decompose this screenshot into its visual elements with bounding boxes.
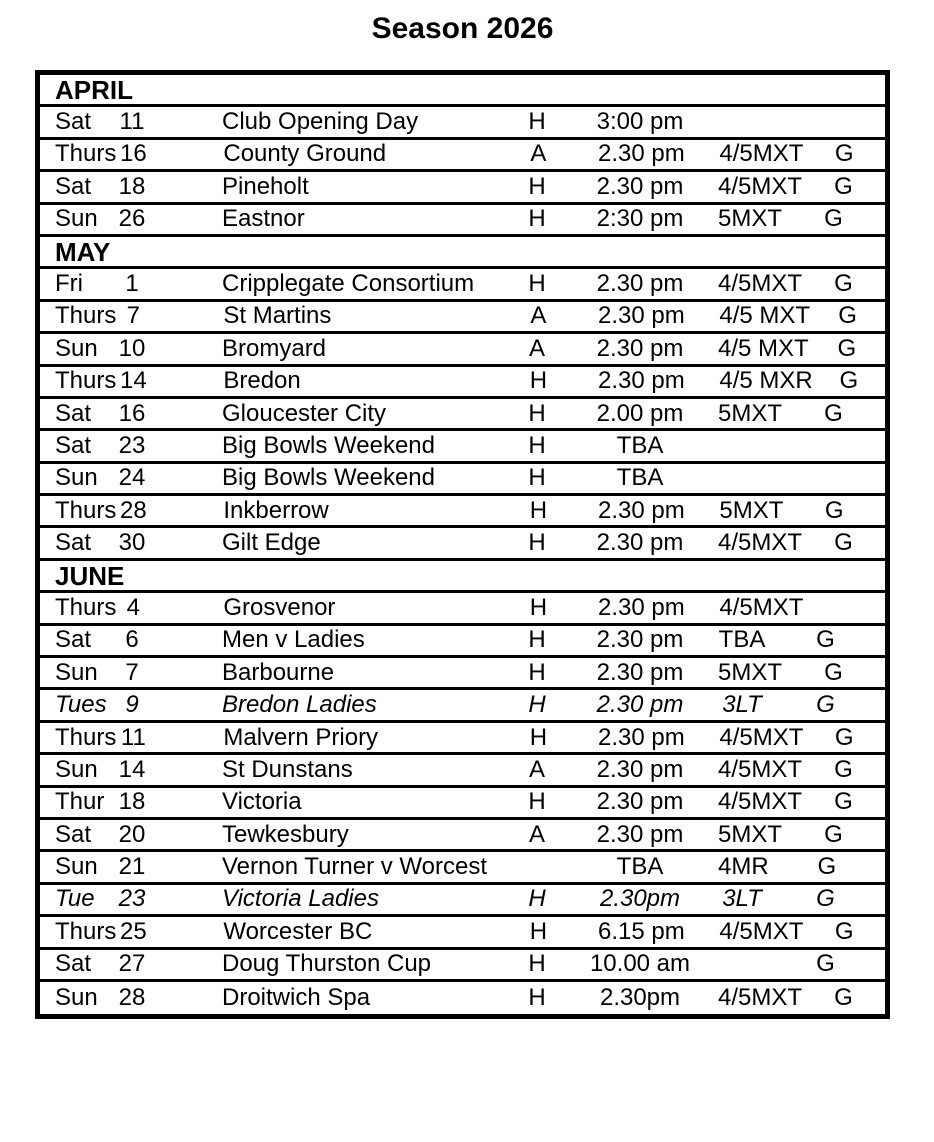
fixture-row (40, 431, 885, 463)
cell-fixture: Club Opening Day (222, 110, 419, 135)
cell-date: 16 (118, 399, 146, 427)
cell-date: 18 (118, 172, 146, 200)
cell-day: Thurs (55, 593, 117, 621)
cell-venue: H (528, 464, 546, 492)
cell-day: Sat (55, 529, 92, 557)
cell-fixture: Bredon (223, 369, 301, 394)
cell-venue: A (528, 334, 545, 362)
cell-date: 30 (118, 529, 146, 557)
cell-time: 2.30 pm (596, 270, 684, 298)
cell-time: 2.30 pm (596, 626, 684, 654)
cell-date: 10 (118, 334, 146, 362)
cell-day: Sun (55, 334, 98, 362)
fixture-row (40, 140, 885, 172)
cell-time: 2.30 pm (598, 140, 685, 168)
cell-venue: H (528, 431, 546, 459)
fixture-row (40, 917, 885, 949)
cell-g: G (838, 302, 857, 330)
cell-fixture: Gloucester City (222, 401, 387, 426)
fixture-row (40, 399, 885, 431)
cell-team: 4/5MXT (718, 788, 803, 816)
cell-fixture: Doug Thurston Cup (222, 952, 432, 977)
cell-date: 18 (118, 788, 146, 816)
fixtures-table (35, 70, 890, 1019)
cell-date: 11 (119, 108, 145, 136)
cell-team: 5MXT (718, 820, 783, 848)
cell-g: G (816, 626, 835, 654)
cell-day: Sun (55, 464, 98, 492)
cell-g: G (824, 658, 843, 686)
cell-date: 14 (118, 755, 146, 783)
cell-day: Thurs (55, 302, 117, 330)
cell-venue: H (529, 723, 548, 751)
cell-day: Thurs (55, 140, 117, 168)
cell-day: Sat (55, 399, 92, 427)
cell-day: Thurs (55, 496, 117, 524)
cell-fixture: Big Bowls Weekend (222, 433, 435, 458)
cell-fixture: Bromyard (222, 336, 327, 361)
cell-team: 3LT (722, 691, 762, 719)
cell-team: 4/5 MXT (719, 302, 811, 330)
cell-venue: A (528, 820, 545, 848)
fixture-row (40, 528, 885, 560)
cell-day: Sat (55, 626, 92, 654)
cell-time: 2.30 pm (598, 496, 685, 524)
cell-venue: H (528, 788, 546, 816)
cell-date: 4 (126, 593, 141, 621)
fixture-row (40, 852, 885, 884)
cell-team: 4/5MXT (718, 172, 803, 200)
cell-team: 4/5MXT (719, 140, 804, 168)
cell-team: 4/5 MXT (718, 334, 809, 362)
cell-venue: H (528, 172, 546, 200)
cell-g: G (816, 691, 835, 719)
cell-g: G (824, 820, 843, 848)
cell-day: Sun (55, 853, 98, 881)
cell-fixture: Men v Ladies (222, 628, 365, 653)
cell-time: 2.30pm (599, 885, 681, 913)
fixture-row (40, 950, 885, 982)
fixture-row (40, 658, 885, 690)
cell-venue: A (530, 140, 547, 168)
cell-fixture: Tewkesbury (222, 822, 349, 847)
cell-team: 3LT (722, 885, 762, 913)
cell-day: Sat (55, 820, 92, 848)
cell-venue: H (528, 691, 546, 719)
cell-date: 14 (120, 367, 147, 395)
cell-date: 23 (118, 885, 146, 913)
cell-g: G (824, 496, 844, 524)
cell-fixture: Big Bowls Weekend (222, 466, 435, 491)
cell-fixture: Bredon Ladies (222, 693, 377, 718)
cell-date: 27 (118, 950, 146, 978)
cell-fixture: Cripplegate Consortium (222, 272, 475, 297)
cell-team: 4/5MXT (719, 593, 804, 621)
cell-day: Fri (55, 270, 83, 298)
cell-fixture: Eastnor (222, 207, 305, 232)
cell-venue: H (528, 950, 546, 978)
cell-time: 2.30 pm (596, 755, 684, 783)
cell-date: 20 (118, 820, 146, 848)
cell-g: G (817, 853, 837, 881)
month-label: JUNE (55, 560, 125, 591)
cell-team: 5MXT (718, 205, 783, 233)
fixture-row (40, 723, 885, 755)
cell-date: 28 (118, 984, 146, 1012)
cell-time: 10.00 am (589, 950, 691, 978)
cell-g: G (824, 399, 843, 427)
cell-day: Thurs (55, 367, 117, 395)
fixture-row (40, 205, 885, 237)
cell-day: Thurs (55, 917, 117, 945)
cell-team: 4MR (718, 853, 769, 881)
cell-g: G (834, 917, 854, 945)
cell-g: G (824, 205, 843, 233)
cell-venue: A (528, 755, 545, 783)
cell-venue: A (530, 302, 547, 330)
fixture-row (40, 334, 885, 366)
cell-time: 2.30pm (599, 984, 681, 1012)
cell-time: 2.30 pm (598, 593, 685, 621)
cell-time: 2.30 pm (596, 658, 684, 686)
cell-time: 2.30 pm (596, 172, 684, 200)
month-label: MAY (55, 236, 111, 267)
month-header-row (40, 237, 885, 269)
month-label: APRIL (55, 74, 133, 105)
cell-date: 7 (125, 658, 139, 686)
cell-fixture: Droitwich Spa (222, 986, 371, 1011)
cell-day: Sun (55, 658, 98, 686)
fixture-row (40, 593, 885, 625)
cell-venue: H (529, 917, 548, 945)
cell-date: 26 (118, 205, 146, 233)
cell-venue: H (528, 658, 546, 686)
fixture-row (40, 820, 885, 852)
cell-g: G (834, 755, 853, 783)
cell-fixture: Malvern Priory (223, 725, 379, 750)
cell-day: Sun (55, 205, 98, 233)
cell-day: Sat (55, 108, 92, 136)
cell-time: TBA (616, 431, 664, 459)
cell-venue: H (528, 984, 546, 1012)
cell-g: G (834, 984, 853, 1012)
cell-time: 2.30 pm (596, 820, 684, 848)
cell-day: Sat (55, 172, 92, 200)
cell-time: 6.15 pm (598, 917, 685, 945)
fixture-row (40, 107, 885, 139)
cell-day: Sun (55, 984, 98, 1012)
cell-date: 24 (118, 464, 146, 492)
fixture-row (40, 885, 885, 917)
cell-date: 11 (120, 723, 146, 751)
cell-date: 1 (125, 270, 139, 298)
cell-team: 4/5MXT (719, 917, 804, 945)
cell-day: Sat (55, 431, 92, 459)
cell-g: G (839, 367, 859, 395)
fixture-row (40, 755, 885, 787)
cell-time: 2.30 pm (598, 302, 685, 330)
cell-date: 28 (120, 496, 147, 524)
cell-fixture: Gilt Edge (222, 531, 321, 556)
cell-day: Sat (55, 950, 92, 978)
cell-team: 5MXT (719, 496, 784, 524)
cell-date: 9 (125, 691, 139, 719)
cell-venue: H (528, 399, 546, 427)
cell-venue: H (528, 626, 546, 654)
cell-day: Tues (55, 691, 107, 719)
cell-time: 2.30 pm (596, 691, 684, 719)
fixture-row (40, 464, 885, 496)
cell-venue: H (528, 529, 546, 557)
cell-time: 2.30 pm (596, 334, 684, 362)
fixture-row (40, 269, 885, 301)
cell-day: Thur (55, 788, 105, 816)
cell-fixture: Worcester BC (223, 919, 373, 944)
fixture-row (40, 788, 885, 820)
cell-team: TBA (718, 626, 766, 654)
cell-fixture: Vernon Turner v Worcest (222, 855, 488, 880)
cell-team: 4/5MXT (718, 529, 803, 557)
cell-date: 21 (118, 853, 146, 881)
cell-g: G (816, 885, 835, 913)
cell-time: 2.00 pm (596, 399, 684, 427)
cell-fixture: Victoria Ladies (222, 887, 379, 912)
cell-date: 25 (120, 917, 147, 945)
cell-venue: H (528, 108, 546, 136)
cell-g: G (834, 529, 853, 557)
cell-time: 2.30 pm (596, 788, 684, 816)
fixture-row (40, 172, 885, 204)
cell-time: 2.30 pm (598, 723, 685, 751)
fixture-row (40, 367, 885, 399)
cell-venue: H (528, 270, 546, 298)
cell-fixture: Barbourne (222, 660, 335, 685)
cell-fixture: Grosvenor (223, 595, 336, 620)
cell-g: G (834, 172, 853, 200)
cell-team: 4/5MXT (719, 723, 804, 751)
cell-team: 5MXT (718, 658, 783, 686)
cell-venue: H (529, 367, 548, 395)
cell-team: 4/5MXT (718, 755, 803, 783)
cell-g: G (837, 334, 857, 362)
cell-time: 3:00 pm (596, 108, 684, 136)
month-header-row (40, 75, 885, 107)
cell-g: G (834, 723, 854, 751)
cell-time: 2.30 pm (596, 529, 684, 557)
cell-team: 5MXT (718, 399, 783, 427)
cell-fixture: St Dunstans (222, 757, 353, 782)
cell-fixture: County Ground (223, 142, 387, 167)
cell-team: 4/5MXT (718, 984, 803, 1012)
cell-venue: H (529, 593, 548, 621)
cell-fixture: Pineholt (222, 174, 309, 199)
cell-date: 16 (120, 140, 147, 168)
cell-g: G (816, 950, 835, 978)
cell-fixture: Victoria (222, 790, 302, 815)
cell-time: TBA (616, 853, 664, 881)
cell-team: 4/5MXT (718, 270, 803, 298)
cell-fixture: Inkberrow (223, 498, 329, 523)
cell-time: 2:30 pm (596, 205, 684, 233)
fixture-row (40, 690, 885, 722)
fixture-row (40, 496, 885, 528)
fixture-row (40, 626, 885, 658)
page-title: Season 2026 (371, 12, 554, 45)
cell-fixture: St Martins (223, 304, 332, 329)
cell-team: 4/5 MXR (719, 367, 813, 395)
fixture-row (40, 982, 885, 1014)
cell-time: TBA (616, 464, 664, 492)
fixture-row (40, 302, 885, 334)
cell-venue: H (528, 205, 546, 233)
cell-day: Tue (55, 885, 95, 913)
month-header-row (40, 561, 885, 593)
cell-time: 2.30 pm (598, 367, 685, 395)
cell-g: G (834, 788, 853, 816)
cell-g: G (834, 270, 853, 298)
cell-date: 23 (118, 431, 146, 459)
cell-venue: H (528, 885, 546, 913)
cell-g: G (834, 140, 854, 168)
cell-venue: H (529, 496, 548, 524)
cell-date: 6 (125, 626, 139, 654)
cell-date: 7 (126, 302, 141, 330)
cell-day: Sun (55, 755, 98, 783)
cell-day: Thurs (55, 723, 117, 751)
